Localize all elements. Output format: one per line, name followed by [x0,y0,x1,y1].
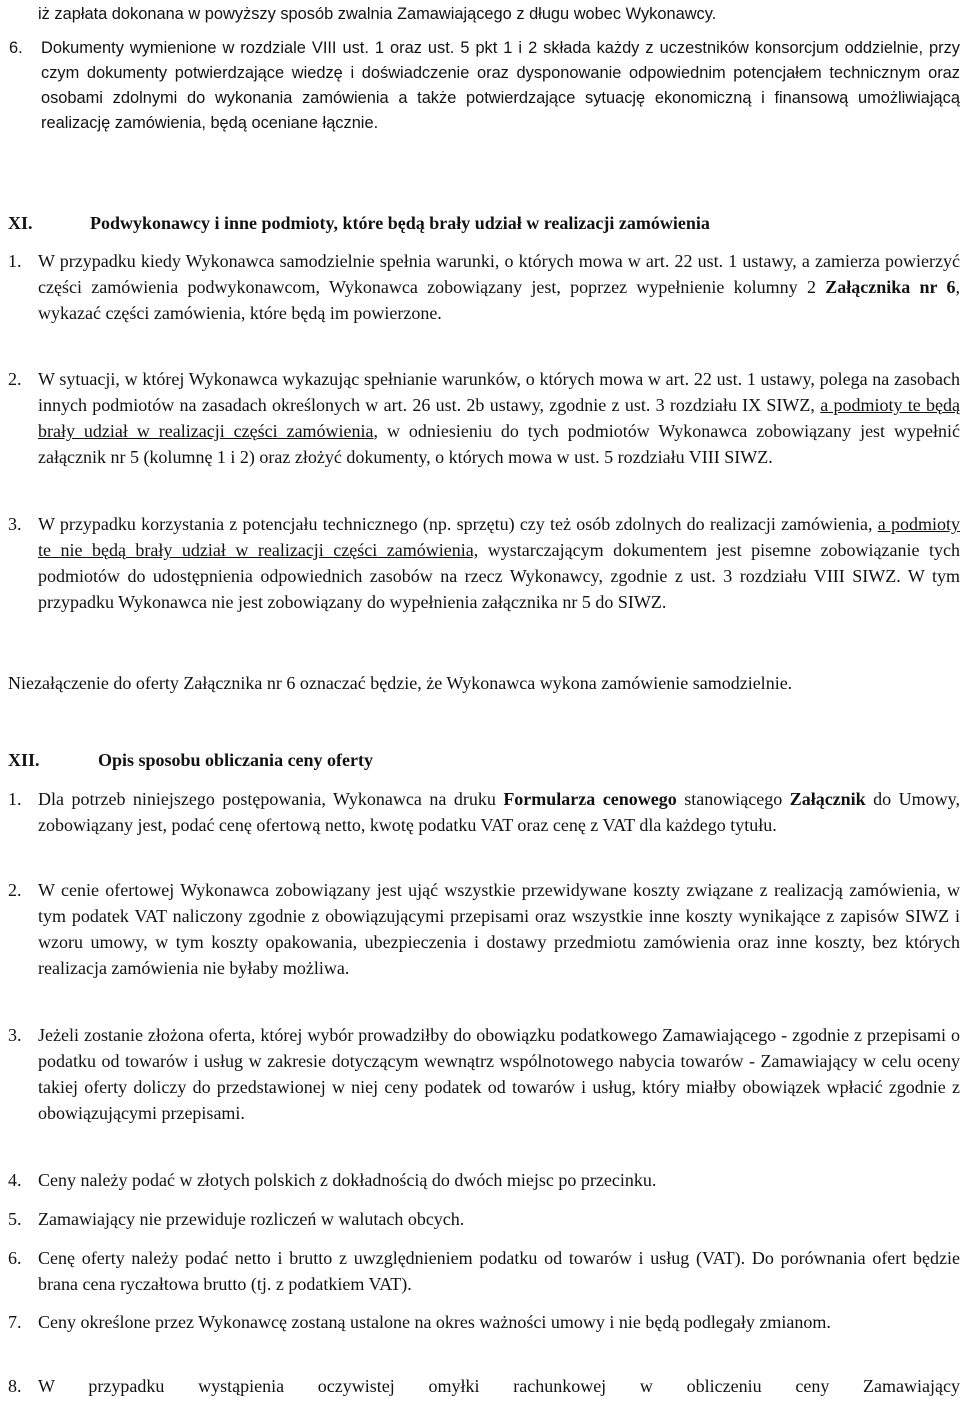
section-number: XII. [8,750,40,770]
list-number: 6. [9,39,23,57]
list-item-text: Jeżeli zostanie złożona oferta, której wybór prowadziłby do obowiązku podatkowego Zamawiającego - zgodnie z przepisami o podatku od towarów i usług w zakresie dotyczącym wewnątrz wspólnotowego nabycia towarów - Zamawiający w celu oceny takiej oferty doliczy do przedstawionej w niej ceny podatek od towarów i usług, który miałby obowiązek wpłacić zgodnie z obowiązującymi przepisami. [38,1025,960,1123]
paragraph-fragment: iż zapłata dokonana w powyższy sposób zwalnia Zamawiającego z długu wobec Wykonawcy. [38,5,717,23]
list-item-text: Zamawiający nie przewiduje rozliczeń w walutach obcych. [38,1209,465,1229]
list-number: 1. [8,789,22,809]
section-heading-xii [8,747,960,773]
list-item-text: W przypadku kiedy Wykonawca samodzielnie spełnia warunki, o których mowa w art. 22 ust. 1 ustawy, a zamierza powierzyć części zamówienia podwykonawcom, Wykonawca zobowiązany jest, poprzez wypełnienie kolumny 2 Załącznika nr 6, wykazać części zamówienia, które będą im powierzone. [38,251,960,323]
list-number: 4. [8,1170,22,1190]
list-item-text: W przypadku korzystania z potencjału technicznego (np. sprzętu) czy też osób zdolnych do realizacji zamówienia, a podmioty te nie będą brały udział w realizacji części zamówienia, wystarczającym dokumentem jest pisemne zobowiązanie tych podmiotów do udostępnienia odpowiednich zasobów na rzecz Wykonawcy, zgodnie z ust. 3 rozdziału VIII SIWZ. W tym przypadku Wykonawca nie jest zobowiązany do wypełnienia załącznika nr 5 do SIWZ. [38,514,960,612]
list-number: 5. [8,1209,22,1229]
list-number: 7. [8,1312,22,1332]
section-number: XI. [8,213,33,233]
list-item-text: W sytuacji, w której Wykonawca wykazując spełnianie warunków, o których mowa w art. 22 ust. 1 ustawy, polega na zasobach innych podmiotów na zasadach określonych w art. 26 ust. 2b ustawy, zgodnie z ust. 3 rozdziału IX SIWZ, a podmioty te będą brały udział w realizacji części zamówienia, w odniesieniu do tych podmiotów Wykonawca zobowiązany jest wypełnić załącznik nr 5 (kolumnę 1 i 2) oraz złożyć dokumenty, o których mowa w ust. 5 rozdziału VIII SIWZ. [38,369,960,467]
list-item-text: W przypadku wystąpienia oczywistej omyłki rachunkowej w obliczeniu ceny Zamawiający [38,1376,960,1396]
list-item-text: Ceny określone przez Wykonawcę zostaną ustalone na okres ważności umowy i nie będą podlegały zmianom. [38,1312,831,1332]
note-text: Niezałączenie do oferty Załącznika nr 6 oznaczać będzie, że Wykonawca wykona zamówienie samodzielnie. [8,673,793,693]
section-title: Podwykonawcy i inne podmioty, które będą brały udział w realizacji zamówienia [90,213,710,233]
list-number: 3. [8,1025,22,1045]
list-number: 8. [8,1376,22,1396]
underlined-text: a podmioty te będą brały udział w realizacji części zamówienia [38,395,960,441]
list-item-text: Cenę oferty należy podać netto i brutto z uwzględnieniem podatku od towarów i usług (VAT). Do porównania ofert będzie brana cena ryczałtowa brutto (tj. z podatkiem VAT). [38,1248,960,1294]
underlined-text: a podmioty te nie będą brały udział w realizacji części zamówienia, [38,514,960,560]
list-number: 3. [8,514,22,534]
list-number: 1. [8,251,22,271]
list-number: 2. [8,369,22,389]
list-number: 2. [8,880,22,900]
list-item-text: W cenie ofertowej Wykonawca zobowiązany jest ująć wszystkie przewidywane koszty związane z realizacją zamówienia, w tym podatek VAT naliczony zgodnie z obowiązującymi przepisami oraz wszystkie inne koszty wynikające z zapisów SIWZ i wzoru umowy, w tym koszty opakowania, ubezpieczenia i dostawy przedmiotu zamówienia oraz inne koszty, bez których realizacja zamówienia nie byłaby możliwa. [38,880,960,978]
list-item-text: Ceny należy podać w złotych polskich z dokładnością do dwóch miejsc po przecinku. [38,1170,657,1190]
attachment-reference: Załącznika nr 6 [825,277,956,297]
list-item-text: Dokumenty wymienione w rozdziale VIII ust. 1 oraz ust. 5 pkt 1 i 2 składa każdy z uczestników konsorcjum oddzielnie, przy czym dokumenty potwierdzające wiedzę i doświadczenie oraz dysponowanie odpowiednim potencjałem technicznym oraz osobami zdolnymi do wykonania zamówienia a także potwierdzające sytuację ekonomiczną i finansową umożliwiającą realizację zamówienia, będą oceniane łącznie. [41,39,960,132]
section-title: Opis sposobu obliczania ceny oferty [98,750,374,770]
bold-term: Załącznik [789,789,866,809]
bold-term: Formularza cenowego [503,789,677,809]
list-number: 6. [8,1248,22,1268]
list-item-text: Dla potrzeb niniejszego postępowania, Wykonawca na druku Formularza cenowego stanowiącego Załącznik do Umowy, zobowiązany jest, podać cenę ofertową netto, kwotę podatku VAT oraz cenę z VAT dla każdego tytułu. [38,789,960,835]
section-heading-xi [8,210,960,236]
